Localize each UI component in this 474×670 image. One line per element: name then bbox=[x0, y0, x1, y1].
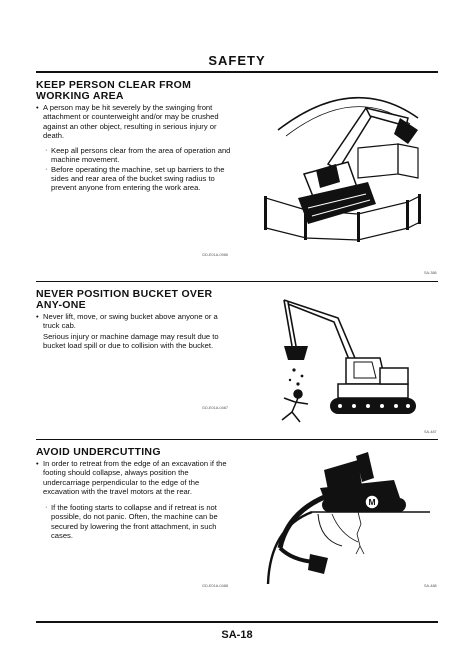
page-header-title: SAFETY bbox=[208, 53, 266, 68]
bullet-item: • A person may be hit severely by the swinging front attachment or counterweight and/or may be crushed against an other object, resulting in serious injury or death. bbox=[36, 103, 219, 140]
section-divider bbox=[36, 281, 438, 282]
undercutting-illustration bbox=[262, 450, 434, 584]
paragraph-text: Serious injury or machine damage may result due to bucket load spill or due to collision with the bucket. bbox=[43, 331, 219, 350]
bullet-text: Never lift, move, or swing bucket above anyone or a truck cab. bbox=[43, 312, 218, 331]
bullet-text: In order to retreat from the edge of an excavation if the footing should collapse, always position the undercarriage perpendicular to the edge of the excavation with the travel motors at the rear. bbox=[43, 459, 227, 496]
bullet-item: • Never lift, move, or swing bucket above anyone or a truck cab. bbox=[36, 312, 218, 331]
bullet-item: • In order to retreat from the edge of an excavation if the footing should collapse, always position the undercarriage perpendicular to the edge of the excavation with the travel motors at the rear. bbox=[36, 459, 227, 496]
header-rule bbox=[36, 71, 438, 73]
travel-motor-label: M bbox=[368, 497, 376, 508]
section-avoid-undercutting bbox=[36, 447, 236, 540]
section-divider bbox=[36, 439, 438, 440]
text-reference-code: GD-E01A-0986 bbox=[202, 253, 228, 257]
section-bucket-over-anyone bbox=[36, 289, 236, 350]
sub-text: If the footing starts to collapse and if retreat is not possible, do not panic. Often, the machine can be secured by lowering the front attachment, in such cases. bbox=[51, 503, 218, 541]
footer-rule bbox=[36, 621, 438, 623]
sub-item: · Keep all persons clear from the area of operation and machine movement. bbox=[45, 145, 231, 165]
figure-reference-code: SA-386 bbox=[424, 271, 437, 275]
section-title: KEEP PERSON CLEAR FROM WORKING AREA bbox=[36, 79, 192, 102]
sub-text: Keep all persons clear from the area of operation and machine movement. bbox=[51, 146, 231, 165]
sub-item: · Before operating the machine, set up barriers to the sides and rear area of the bucket swing radius to prevent anyone from entering the work area. bbox=[45, 163, 225, 193]
figure-reference-code: SA-488 bbox=[424, 584, 437, 588]
page-number: SA-18 bbox=[221, 629, 253, 641]
figure-reference-code: SA-487 bbox=[424, 430, 437, 434]
section-title: NEVER POSITION BUCKET OVER ANY-ONE bbox=[36, 288, 213, 311]
excavator-barrier-illustration bbox=[258, 78, 428, 256]
text-reference-code: GD-E01A-0487 bbox=[202, 406, 228, 410]
sub-item: · If the footing starts to collapse and if retreat is not possible, do not panic. Often, the machine can be secured by lowering the front attachment, in such cases. bbox=[45, 502, 218, 541]
section-title: AVOID UNDERCUTTING bbox=[36, 446, 161, 458]
bullet-text: A person may be hit severely by the swinging front attachment or counterweight and/or may be crushed against an other object, resulting in serious injury or death. bbox=[43, 103, 219, 140]
sub-text: Before operating the machine, set up barriers to the sides and rear area of the bucket swing radius to prevent anyone from entering the work area. bbox=[51, 164, 225, 193]
bucket-over-person-illustration bbox=[268, 288, 420, 426]
section-keep-clear bbox=[36, 80, 236, 193]
text-reference-code: GD-E01A-0488 bbox=[202, 584, 228, 588]
